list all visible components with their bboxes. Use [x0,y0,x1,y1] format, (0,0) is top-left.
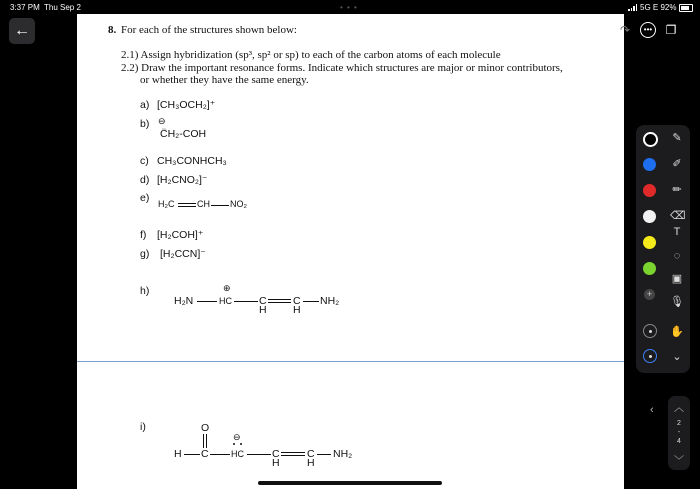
single-bond-line [317,454,331,455]
item-i-label: i) [140,421,146,433]
page-up-icon[interactable]: ︿ [674,403,684,414]
item-b-charge: ⊖ [158,116,166,126]
question-number: 8. [108,24,117,36]
pages-icon[interactable]: ❐ [665,23,677,37]
item-h-c2: C [293,295,301,307]
eraser-icon[interactable]: ⌫ [670,210,686,222]
item-g-formula: [H₂CCN]⁻ [160,248,206,260]
double-bond-line [268,299,291,300]
lasso-icon[interactable]: ◌ [673,250,681,262]
home-indicator[interactable] [258,481,442,485]
item-i-nh2: NH₂ [333,448,353,460]
color-red-swatch[interactable] [643,184,656,197]
single-bond-line [247,454,271,455]
stroke-size-medium[interactable] [643,349,657,363]
item-i-c2: C [307,448,315,460]
color-yellow-swatch[interactable] [643,236,656,249]
question-prompt: For each of the structures shown below: [121,24,297,36]
drawing-palette [636,125,690,373]
page-total: 4 [677,438,681,445]
top-toolbar [596,22,678,38]
color-green-swatch[interactable] [643,262,656,275]
item-b-formula: C̈H₂-COH [160,128,207,140]
item-i-o: O [201,422,210,434]
arrow-left-icon: ← [14,22,30,39]
page-current: 2 [677,420,681,427]
lone-pair-dot [233,443,235,445]
double-bond-line [178,203,196,204]
item-h-h1: H [259,304,267,316]
pen-icon[interactable]: ✎ [672,132,682,144]
item-i-minus: ⊖ [233,432,241,442]
page-down-icon[interactable]: ﹀ [674,456,684,467]
page-divider [77,361,624,362]
item-i-h: H [174,448,182,460]
item-e-label: e) [140,192,150,204]
item-h-c1: C [259,295,267,307]
hand-tool-icon[interactable]: ✋ [670,326,684,338]
status-time: 3:37 PM [10,3,40,12]
single-bond-line [234,301,258,302]
single-bond-line [303,301,319,302]
single-bond-line [184,454,200,455]
double-bond-line [268,302,291,303]
subquestion-2-cont: or whether they have the same energy. [140,74,309,86]
image-icon[interactable]: ▣ [671,273,683,285]
multitask-dots-icon[interactable]: • • • [340,3,358,12]
redo-icon[interactable]: ↷ [619,23,631,37]
item-e-h2c: H₂C [158,199,175,209]
color-black-swatch[interactable] [643,132,658,147]
item-i-h2: H [307,457,315,469]
signal-icon [628,4,637,11]
item-a-formula: [CH₃OCH₂]⁺ [157,99,216,111]
item-f-formula: [H₂COH]⁺ [157,229,204,241]
subquestion-2: 2.2) Draw the important resonance forms. Indicate which structures are major or minor contributors, [121,62,563,74]
microphone-icon[interactable]: 🎙 [670,296,684,308]
status-date: Thu Sep 2 [44,3,81,12]
color-white-swatch[interactable] [643,210,656,223]
single-bond-line [211,205,229,206]
subquestion-1: 2.1) Assign hybridization (sp³, sp² or sp) to each of the carbon atoms of each molecule [121,49,501,61]
status-indicators [628,3,693,12]
item-h-h2: H [293,304,301,316]
double-bond-line [206,434,207,448]
stroke-size-small[interactable] [643,324,657,338]
page-separator: - [677,429,681,436]
double-bond-line [178,206,196,207]
collapse-palette-icon[interactable]: ⌄ [672,351,682,363]
battery-icon [679,4,693,12]
page-navigator [668,396,690,470]
item-e-no2: NO₂ [230,199,247,209]
item-c-label: c) [140,155,149,167]
item-e-ch: CH [197,199,210,209]
item-i-h1: H [272,457,280,469]
chevron-left-icon[interactable]: ‹ [650,404,654,416]
pencil-icon[interactable]: ✐ [672,158,682,170]
single-bond-line [210,454,230,455]
item-d-formula: [H₂CNO₂]⁻ [157,174,208,186]
item-h-hc: HC [219,296,232,306]
signal-text: 5G E 92% [640,3,677,12]
marker-icon[interactable]: ✏ [672,184,682,196]
item-b-label: b) [140,118,150,130]
item-a-label: a) [140,99,150,111]
undo-icon[interactable]: ↶ [597,23,609,37]
item-i-c1: C [272,448,280,460]
item-h-label: h) [140,285,150,297]
single-bond-line [197,301,217,302]
double-bond-line [281,455,305,456]
item-i-c: C [201,448,209,460]
add-color-icon[interactable]: + [644,289,655,300]
item-g-label: g) [140,248,150,260]
color-blue-swatch[interactable] [643,158,656,171]
item-c-formula: CH₃CONHCH₃ [157,155,227,167]
item-f-label: f) [140,229,147,241]
more-options-icon[interactable]: ••• [640,22,656,38]
item-i-hc: HC [231,449,244,459]
item-h-h2n: H₂N [174,295,194,307]
item-h-plus: ⊕ [223,283,231,293]
double-bond-line [281,452,305,453]
back-button[interactable] [9,18,35,44]
item-h-nh2: NH₂ [320,295,340,307]
text-tool-icon[interactable]: T [673,226,681,238]
double-bond-line [203,434,204,448]
item-d-label: d) [140,174,150,186]
lone-pair-dot [240,443,242,445]
